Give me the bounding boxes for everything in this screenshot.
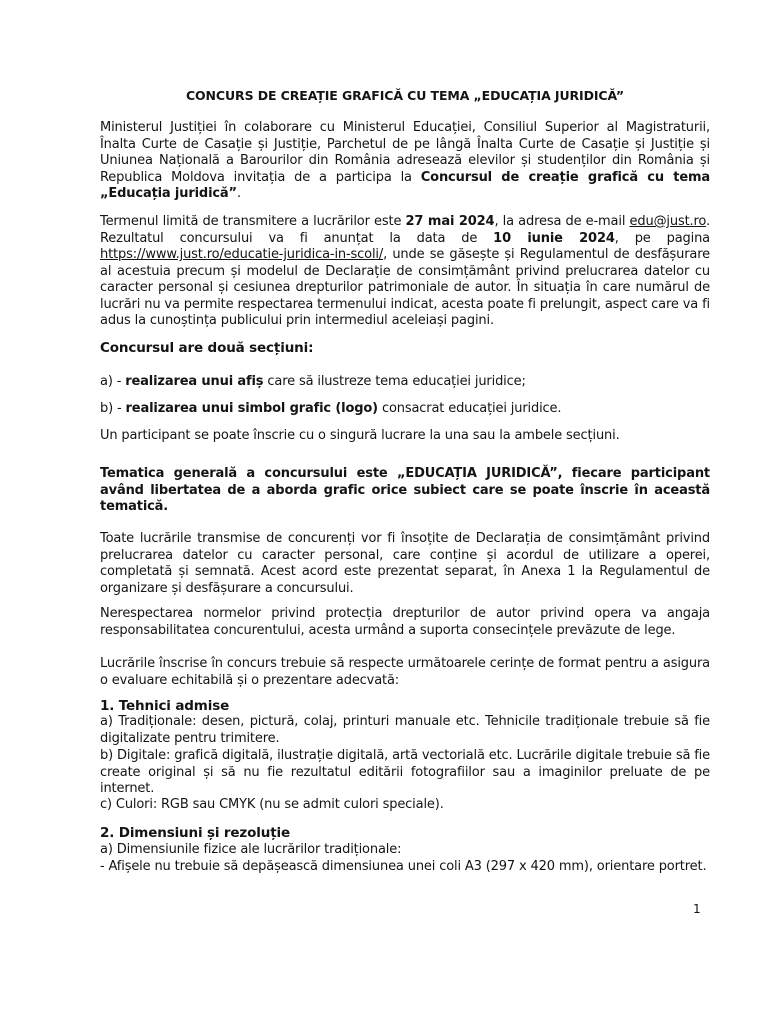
deadline-paragraph — [100, 214, 710, 330]
section-a — [100, 374, 710, 389]
techniques-colors: c) Culori: RGB sau CMYK (nu se admit culori speciale). — [100, 797, 444, 812]
section-a-text: care să ilustreze tema educației juridice; — [263, 374, 526, 389]
intro-paragraph — [100, 120, 710, 203]
website-link[interactable]: https://www.just.ro/educatie-juridica-in-scoli/ — [100, 247, 384, 262]
section-b-prefix: b) - — [100, 401, 126, 416]
section-a-prefix: a) - — [100, 374, 126, 389]
section-b — [100, 401, 710, 416]
results-date: 10 iunie 2024 — [493, 230, 615, 246]
submission-deadline: 27 mai 2024 — [405, 214, 495, 229]
deadline-text-2: , la adresa de e-mail — [494, 214, 630, 229]
sections-heading: Concursul are două secțiuni: — [100, 340, 314, 356]
participation-note: Un participant se poate înscrie cu o singură lucrare la una sau la ambele secțiuni. — [100, 428, 620, 443]
section-a-title: realizarea unui afiș — [125, 374, 264, 389]
copyright-paragraph: Nerespectarea normelor privind protecția drepturilor de autor privind opera va angaja responsabilitatea concurentului, acesta urmând a suporta consecințele prevăzute de lege. — [100, 606, 710, 638]
section-b-text: consacrat educației juridice. — [377, 401, 562, 416]
intro-end: . — [236, 186, 241, 201]
section-b-title: realizarea unui simbol grafic (logo) — [125, 401, 378, 416]
theme-paragraph: Tematica generală a concursului este „EDUCAȚIA JURIDICĂ”, fiecare participant având libertatea de a aborda grafic orice subiect care se poate înscrie în această tematică. — [100, 466, 710, 514]
dimensions-traditional: a) Dimensiunile fizice ale lucrărilor tradiționale: — [100, 842, 402, 857]
dimensions-poster-item: - Afișele nu trebuie să depășească dimensiunea unei coli A3 (297 x 420 mm), orientare portret. — [100, 859, 707, 874]
intro-text: Ministerul Justiției în colaborare cu Ministerul Educației, Consiliul Superior al Magistraturii, Înalta Curte de Casație și Justiție, Parchetul de pe lângă Înalta Curte de Casație și Justiție și Uniunea Națională a Barourilor din România adresează elevilor și studenților din România și Republica Moldova invitația de a participa la — [100, 120, 710, 185]
deadline-text-4: , pe pagina — [614, 230, 710, 246]
email-link[interactable]: edu@just.ro — [629, 214, 707, 229]
techniques-traditional: a) Tradiționale: desen, pictură, colaj, printuri manuale etc. Tehnicile tradiționale trebuie să fie digitalizate pentru trimitere. — [100, 714, 710, 746]
techniques-digital: b) Digitale: grafică digitală, ilustrație digitală, artă vectorială etc. Lucrările digitale trebuie să fie create original și să nu fie rezultatul editării fotografiilor sau a imaginilor preluate de pe internet. — [100, 748, 710, 796]
declaration-paragraph: Toate lucrările transmise de concurenți vor fi însoțite de Declarația de consimțământ privind prelucrarea datelor cu caracter personal, care conține și acordul de utilizare a operei, completată și semnată. Acest acord este prezentat separat, în Anexa 1 la Regulamentul de organizare și desfășurare a concursului. — [100, 531, 710, 596]
format-intro-paragraph: Lucrările înscrise în concurs trebuie să respecte următoarele cerințe de format pentru a asigura o evaluare echitabilă și o prezentare adecvată: — [100, 656, 710, 688]
deadline-text-1: Termenul limită de transmitere a lucrărilor este — [100, 214, 406, 229]
techniques-heading: 1. Tehnici admise — [100, 698, 230, 714]
dimensions-heading: 2. Dimensiuni și rezoluție — [100, 825, 290, 841]
deadline-text-5: , unde se găsește și Regulamentul de desfășurare al acestuia precum și modelul de Declarație de consimțământ privind prelucrarea datelor cu caracter personal și cesiunea drepturilor patrimoniale de autor. În situația în care numărul de lucrări nu va permite respectarea termenului indicat, acesta poate fi prelungit, aspect care va fi adus la cunoștința publicului prin intermediul aceleiași pagini. — [100, 247, 710, 328]
contest-name: Concursul de creație grafică cu tema „Educația juridică” — [100, 169, 711, 201]
document-title: CONCURS DE CREAȚIE GRAFICĂ CU TEMA „EDUCAȚIA JURIDICĂ” — [185, 88, 625, 103]
page-number: 1 — [693, 902, 701, 916]
deadline-text-3: . Rezultatul concursului va fi anunțat la data de — [100, 214, 710, 246]
